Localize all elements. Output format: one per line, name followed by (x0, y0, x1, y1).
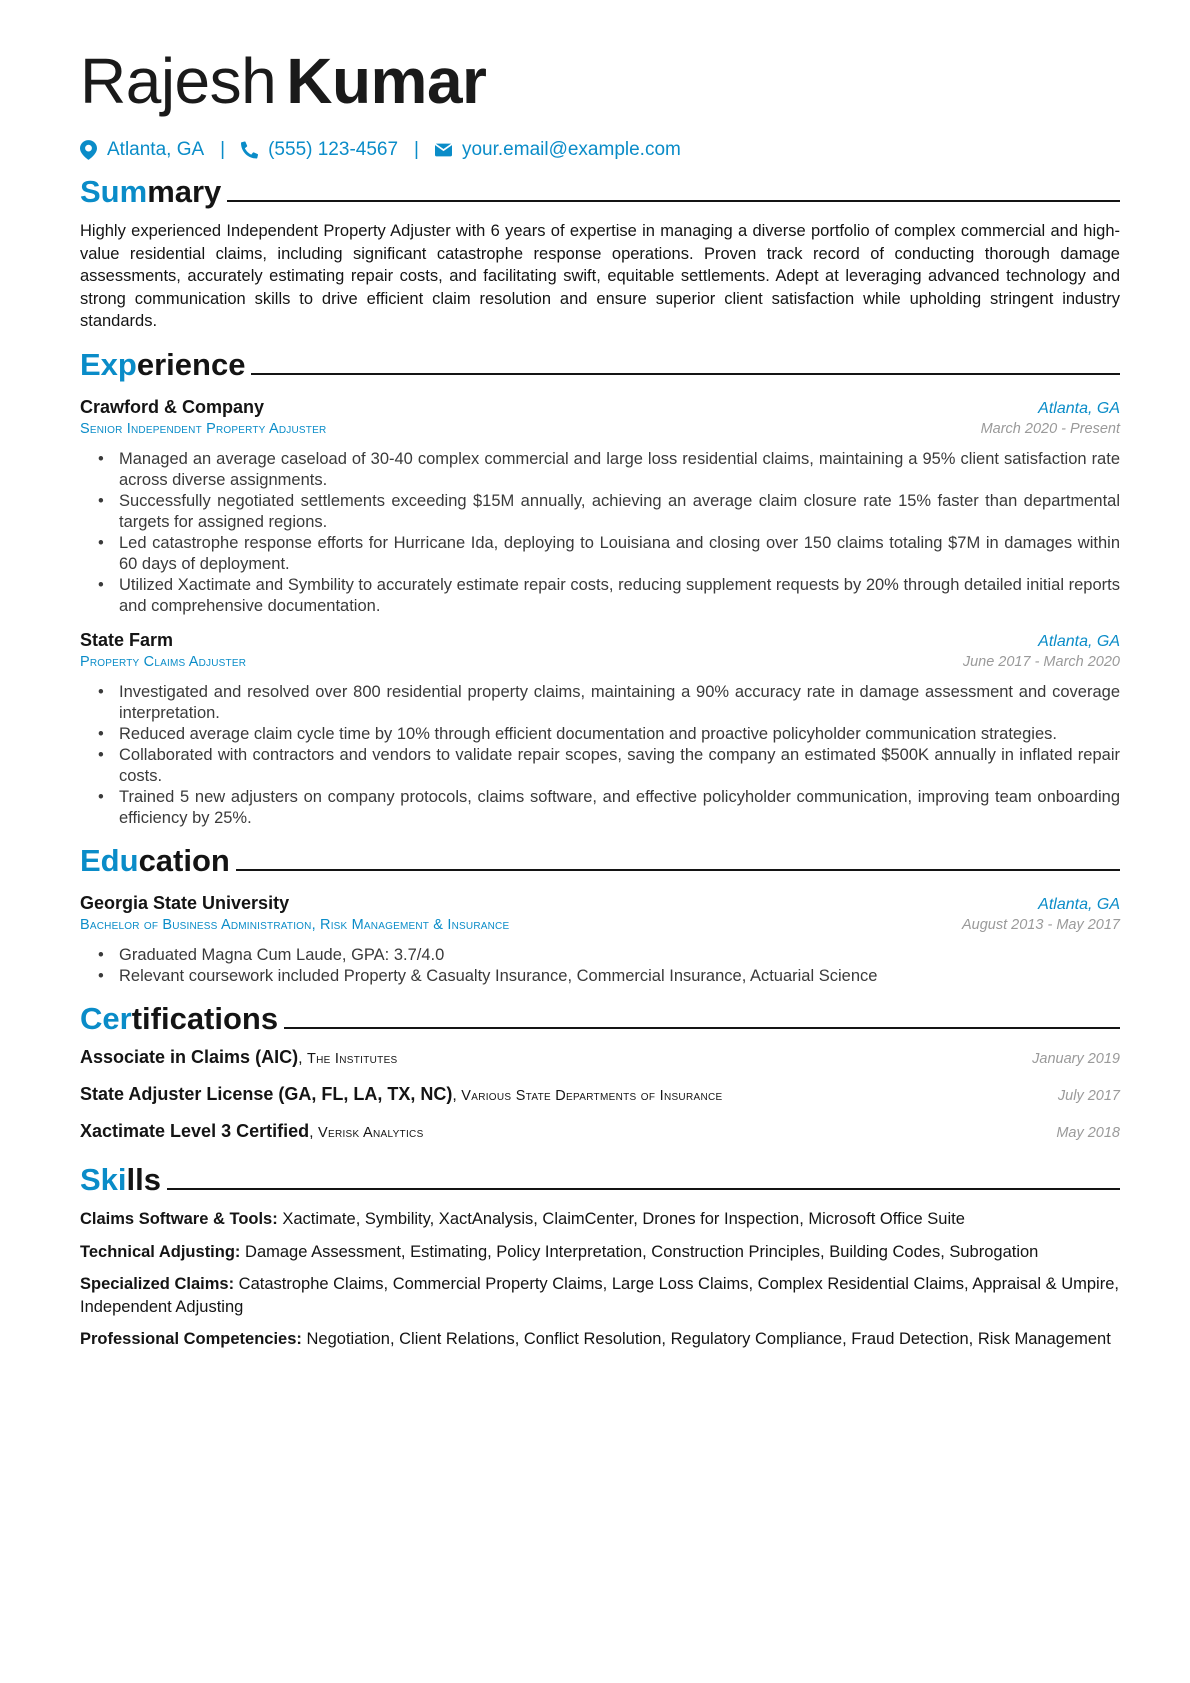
education-heading (80, 839, 1120, 879)
section-title: Summary (80, 174, 222, 209)
list-item: • Led catastrophe response efforts for Hurricane Ida, deploying to Louisiana and closing over 150 claims totaling $7M in damages within 60 days of deployment. (98, 533, 1120, 575)
list-item: • Investigated and resolved over 800 residential property claims, maintaining a 90% accuracy rate in damage assessment and coverage interpretation. (98, 682, 1120, 724)
section-title: Skills (80, 1161, 161, 1197)
certification-date: July 2017 (1057, 1087, 1120, 1104)
list-item: • Trained 5 new adjusters on company protocols, claims software, and effective policyholder communication, improving team onboarding efficiency by 25%. (98, 787, 1120, 829)
skills-heading (80, 1158, 1120, 1198)
certification-name: Xactimate Level 3 Certified (80, 1120, 310, 1141)
skill-items: Damage Assessment, Estimating, Policy Interpretation, Construction Principles, Building Codes, Subrogation (245, 1242, 1039, 1261)
contact-location (80, 139, 204, 161)
section-rule (167, 1188, 1120, 1190)
contact-separator: | (220, 139, 226, 160)
education-entry (80, 893, 1120, 987)
certification-issuer: The Institutes (306, 1050, 398, 1067)
phone-text: (555) 123-4567 (268, 139, 399, 160)
first-name: Rajesh (80, 45, 277, 117)
section-rule (251, 373, 1120, 375)
skill-row (80, 1241, 1120, 1264)
section-rule (227, 200, 1120, 202)
job-dates: June 2017 - March 2020 (962, 653, 1120, 670)
skill-row (80, 1328, 1120, 1351)
job-bullets (80, 682, 1120, 829)
experience-entry (80, 630, 1120, 829)
section-title: Experience (80, 346, 246, 382)
school-name: Georgia State University (80, 892, 290, 913)
certification-issuer: Verisk Analytics (318, 1124, 424, 1141)
company-name: Crawford & Company (80, 396, 265, 417)
skill-category: Technical Adjusting: (80, 1242, 241, 1261)
certification-item: Xactimate Level 3 Certified, Verisk Analytics May 2018 (80, 1120, 1120, 1141)
location-text: Atlanta, GA (107, 139, 205, 160)
certification-name: Associate in Claims (AIC) (80, 1046, 299, 1067)
job-dates: March 2020 - Present (980, 420, 1120, 437)
list-item: • Successfully negotiated settlements exceeding $15M annually, achieving an average claim closure rate 15% faster than departmental targets for assigned regions. (98, 491, 1120, 533)
list-item: • Relevant coursework included Property & Casualty Insurance, Commercial Insurance, Actuarial Science (98, 966, 1120, 987)
certification-item: State Adjuster License (GA, FL, LA, TX, NC), Various State Departments of Insurance July 2017 (80, 1083, 1120, 1104)
skill-row (80, 1208, 1120, 1231)
skill-items: Xactimate, Symbility, XactAnalysis, ClaimCenter, Drones for Inspection, Microsoft Office Suite (282, 1209, 965, 1228)
certifications-list (80, 1047, 1120, 1158)
section-title: Education (80, 842, 230, 878)
skill-items: Catastrophe Claims, Commercial Property Claims, Large Loss Claims, Complex Residential Claims, Appraisal & Umpire, Independent Adjusting (80, 1275, 1119, 1316)
envelope-icon (435, 140, 452, 160)
last-name: Kumar (286, 45, 487, 117)
list-item: • Reduced average claim cycle time by 10% through efficient documentation and proactive policyholder communication strategies. (98, 724, 1120, 745)
section-rule (236, 869, 1120, 871)
section-rule (284, 1027, 1120, 1029)
job-title: Senior Independent Property Adjuster (80, 420, 327, 437)
certification-issuer: Various State Departments of Insurance (461, 1087, 723, 1104)
list-item: • Utilized Xactimate and Symbility to accurately estimate repair costs, reducing supplement requests by 20% through detailed initial reports and comprehensive documentation. (98, 575, 1120, 617)
candidate-name (80, 42, 1120, 120)
summary-text: Highly experienced Independent Property Adjuster with 6 years of expertise in managing a diverse portfolio of complex commercial and high-value residential claims, including significant catastrophe response operations. Proven track record of conducting thorough damage assessments, accurately estimating repair costs, and facilitating swift, equitable settlements. Adept at leveraging advanced technology and strong communication skills to drive efficient claim resolution and ensure superior client satisfaction while upholding stringent industry standards. (80, 222, 1120, 331)
skill-category: Professional Competencies: (80, 1330, 302, 1349)
section-title: Certifications (80, 1000, 279, 1036)
summary-heading (80, 170, 1120, 210)
skills-list (80, 1208, 1120, 1351)
skill-row (80, 1273, 1120, 1318)
contact-separator: | (414, 139, 419, 160)
school-location: Atlanta, GA (1038, 895, 1120, 913)
list-item: • Graduated Magna Cum Laude, GPA: 3.7/4.0 (98, 945, 1120, 966)
certification-name: State Adjuster License (GA, FL, LA, TX, NC) (80, 1083, 453, 1104)
company-name: State Farm (80, 629, 174, 650)
job-title: Property Claims Adjuster (80, 653, 247, 670)
phone-icon (241, 140, 258, 160)
contact-email[interactable] (435, 139, 681, 161)
skill-category: Specialized Claims: (80, 1275, 235, 1294)
certification-item: Associate in Claims (AIC), The Institutes January 2019 (80, 1046, 1120, 1067)
skill-items: Negotiation, Client Relations, Conflict Resolution, Regulatory Compliance, Fraud Detection, Risk Management (306, 1330, 1111, 1349)
job-bullets (80, 449, 1120, 617)
contact-line (80, 136, 1120, 164)
certification-date: May 2018 (1056, 1124, 1120, 1141)
certifications-heading (80, 997, 1120, 1037)
contact-phone (241, 139, 398, 161)
email-link[interactable]: your.email@example.com (461, 139, 681, 160)
education-dates: August 2013 - May 2017 (962, 916, 1120, 933)
job-location: Atlanta, GA (1038, 399, 1120, 417)
resume-content (80, 42, 1120, 1351)
map-pin-icon (80, 140, 97, 160)
education-bullets (80, 945, 1120, 987)
degree: Bachelor of Business Administration, Risk Management & Insurance (80, 916, 510, 933)
skill-category: Claims Software & Tools: (80, 1209, 278, 1228)
job-location: Atlanta, GA (1038, 632, 1120, 650)
list-item: • Collaborated with contractors and vendors to validate repair scopes, saving the company an estimated $500K annually in inflated repair costs. (98, 745, 1120, 787)
experience-heading (80, 343, 1120, 383)
experience-entry (80, 397, 1120, 617)
certification-date: January 2019 (1032, 1050, 1120, 1067)
list-item: • Managed an average caseload of 30-40 complex commercial and large loss residential claims, maintaining a 95% client satisfaction rate across diverse assignments. (98, 449, 1120, 491)
